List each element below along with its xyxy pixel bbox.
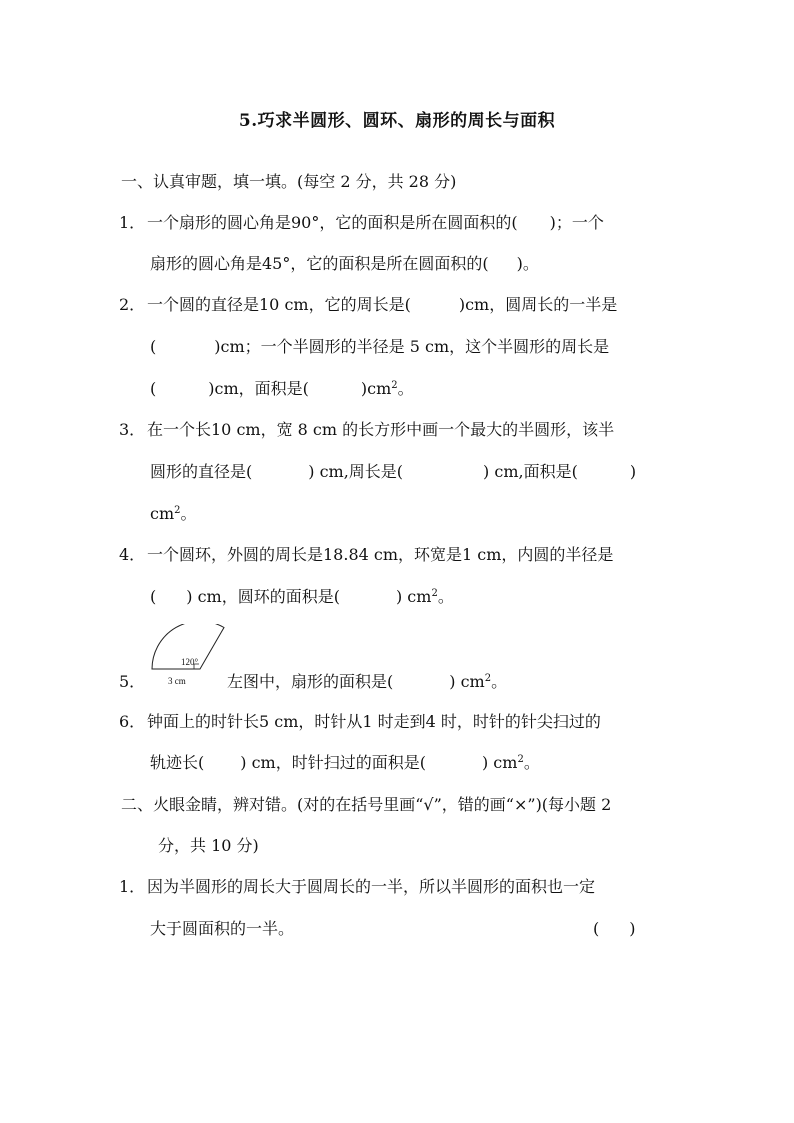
text: ) xyxy=(629,462,637,481)
text: ( xyxy=(150,337,157,356)
text: ( xyxy=(150,379,157,398)
superscript: 2 xyxy=(431,588,438,599)
text: cm xyxy=(150,504,175,523)
text: ) cm，时针扫过的面积是( xyxy=(240,753,426,772)
text: 左图中，扇形的面积是( xyxy=(227,672,394,691)
question-number: 6． xyxy=(119,712,146,731)
question-4-line-2 xyxy=(150,586,454,608)
text: )。 xyxy=(516,254,539,273)
question-6-line-2 xyxy=(150,752,540,774)
text: )cm；一个半圆形的半径是 5 cm，这个半圆形的周长是 xyxy=(214,337,610,356)
text: ) cm xyxy=(449,672,485,691)
text: 因为半圆形的周长大于圆周长的一半，所以半圆形的面积也一定 xyxy=(147,877,596,896)
judge-question-1-line-2 xyxy=(150,918,294,940)
section2-heading-line-1: 二、火眼金睛，辨对错。(对的在括号里画“√”，错的画“×”)(每小题 2 xyxy=(121,795,612,814)
text: ( xyxy=(150,587,157,606)
question-number: 5． xyxy=(119,672,146,691)
question-1-line-1 xyxy=(119,212,604,234)
question-number: 2． xyxy=(119,295,146,314)
text: 轨迹长( xyxy=(150,753,205,772)
text: 扇形的圆心角是45°，它的面积是所在圆面积的( xyxy=(150,254,489,273)
text: 钟面上的时针长5 cm，时针从1 时走到4 时，时针的针尖扫过的 xyxy=(147,712,601,731)
paren-close: ) xyxy=(629,919,636,938)
question-2-line-1 xyxy=(119,294,617,316)
question-6-line-1 xyxy=(119,711,601,733)
superscript: 2 xyxy=(174,505,181,516)
text: ) cm xyxy=(481,753,518,772)
text: ) cm，圆环的面积是( xyxy=(186,587,340,606)
question-2-line-2 xyxy=(150,336,609,358)
text: 圆形的直径是( xyxy=(150,462,253,481)
superscript: 2 xyxy=(391,380,398,391)
question-number: 1． xyxy=(119,213,146,232)
question-3-line-3 xyxy=(150,503,197,525)
section1-heading: 一、认真审题，填一填。(每空 2 分，共 28 分) xyxy=(121,172,457,191)
question-1-line-2 xyxy=(150,253,539,275)
text: 。 xyxy=(437,587,454,606)
question-number: 1． xyxy=(119,877,146,896)
question-3-line-1 xyxy=(119,419,614,441)
question-3-line-2 xyxy=(150,461,636,483)
section2-heading-line-2: 分，共 10 分) xyxy=(158,836,259,855)
text: )；一个 xyxy=(549,213,604,232)
judge-answer-box[interactable] xyxy=(593,918,636,940)
question-number: 3． xyxy=(119,420,146,439)
text: )cm，圆周长的一半是 xyxy=(458,295,618,314)
sector-angle-label: 120° xyxy=(181,657,199,667)
text: 。 xyxy=(397,379,414,398)
text: 一个圆环，外圆的周长是18.84 cm，环宽是1 cm，内圆的半径是 xyxy=(147,545,614,564)
text: )cm，面积是( xyxy=(208,379,309,398)
text: )cm xyxy=(360,379,392,398)
superscript: 2 xyxy=(517,754,524,765)
text: 一个扇形的圆心角是90°，它的面积是所在圆面积的( xyxy=(147,213,518,232)
text: ) cm,周长是( xyxy=(308,462,404,481)
text: ) cm,面积是( xyxy=(483,462,578,481)
superscript: 2 xyxy=(484,673,492,684)
text: 。 xyxy=(180,504,197,523)
text: 在一个长10 cm，宽 8 cm 的长方形中画一个最大的半圆形，该半 xyxy=(147,420,615,439)
question-2-line-3 xyxy=(150,378,414,400)
text: ) cm xyxy=(395,587,432,606)
question-number: 4． xyxy=(119,545,146,564)
judge-question-1-line-1 xyxy=(119,876,595,898)
question-5-line-1 xyxy=(119,671,507,693)
text: 一个圆的直径是10 cm，它的周长是( xyxy=(147,295,411,314)
sector-radius-label: 3 cm xyxy=(168,676,186,686)
paren-open: ( xyxy=(593,919,600,938)
page-title: 5.巧求半圆形、圆环、扇形的周长与面积 xyxy=(238,111,556,131)
text: 。 xyxy=(491,672,508,691)
question-4-line-1 xyxy=(119,544,613,566)
text: 。 xyxy=(523,753,540,772)
text: 大于圆面积的一半。 xyxy=(150,919,295,938)
